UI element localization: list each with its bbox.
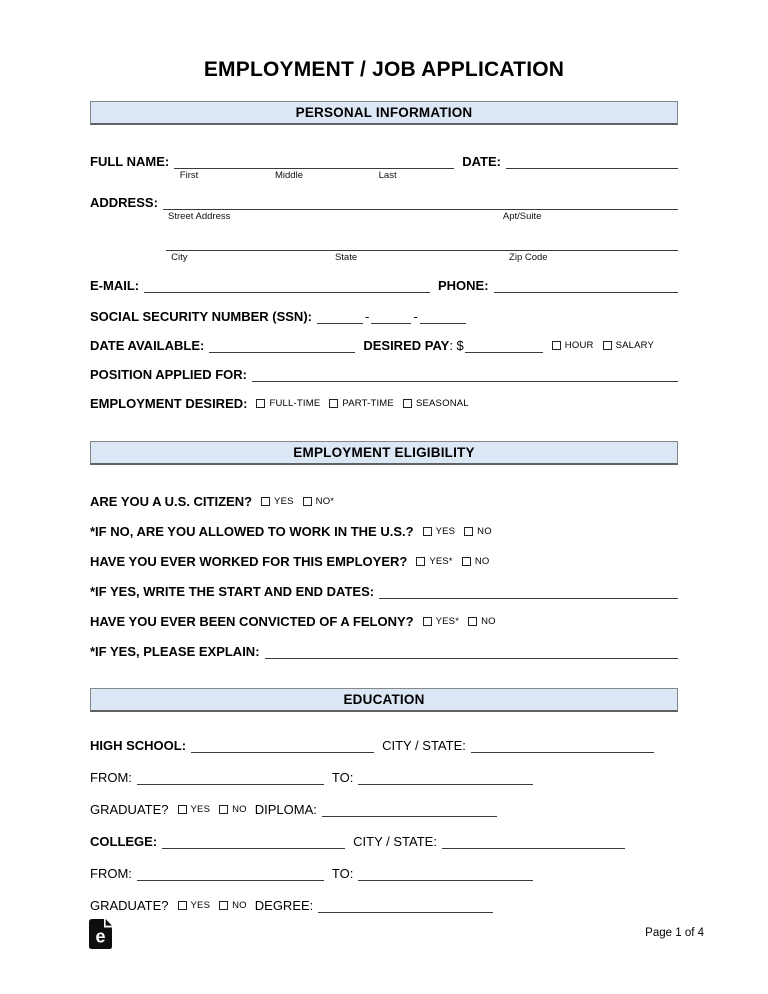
checkbox-citizen-no[interactable] [303, 496, 335, 509]
address-row-2 [90, 234, 678, 263]
checkbox-label-seasonal: SEASONAL [415, 398, 469, 409]
checkbox-label-yes: YES [435, 526, 456, 537]
hs-from-label: FROM: [90, 770, 132, 785]
ssn-label: SOCIAL SECURITY NUMBER (SSN): [90, 309, 312, 324]
hs-city-state-input-line[interactable] [471, 737, 654, 753]
sublabel-apt-suite: Apt/Suite [502, 211, 542, 222]
start-end-dates-input-line[interactable] [379, 583, 678, 599]
college-to-label: TO: [331, 866, 354, 881]
diploma-input-line[interactable] [322, 801, 497, 817]
sublabel-street-address: Street Address [168, 211, 231, 222]
document-title: EMPLOYMENT / JOB APPLICATION [203, 58, 565, 81]
phone-label: PHONE: [438, 278, 489, 293]
felony-explain-label: *IF YES, PLEASE EXPLAIN: [90, 644, 260, 659]
checkbox-allowed-yes[interactable] [423, 526, 456, 539]
ssn-part3-input-line[interactable] [420, 308, 466, 324]
high-school-label: HIGH SCHOOL: [90, 738, 187, 753]
degree-input-line[interactable] [318, 897, 493, 913]
sublabel-city: City [171, 252, 188, 263]
address-street-input-line[interactable] [163, 194, 678, 222]
employment-desired-label: EMPLOYMENT DESIRED: [90, 396, 248, 411]
high-school-input-line[interactable] [191, 737, 374, 753]
college-row [90, 832, 678, 849]
email-label: E-MAIL: [90, 278, 140, 293]
college-to-input-line[interactable] [358, 865, 533, 881]
address-city-state-zip-input-line[interactable] [166, 235, 678, 263]
date-available-pay-row [90, 336, 678, 353]
page-indicator: Page 1 of 4 [645, 927, 704, 939]
checkbox-icon[interactable] [303, 497, 312, 506]
sublabel-first: First [179, 170, 199, 181]
checkbox-label-yes: YES [274, 496, 294, 507]
checkbox-salary[interactable] [603, 340, 655, 353]
diploma-label: DIPLOMA: [254, 802, 317, 817]
eforms-document-logo [88, 918, 113, 950]
felony-explain-row [90, 642, 678, 659]
name-sublabels [174, 170, 454, 182]
college-dates-row [90, 864, 678, 881]
section-header-label: EDUCATION [343, 692, 425, 707]
date-input-line[interactable] [506, 153, 678, 169]
college-input-line[interactable] [162, 833, 345, 849]
checkbox-label-hour: HOUR [564, 340, 594, 351]
college-city-state-label: CITY / STATE: [353, 834, 437, 849]
svg-text:e: e [95, 926, 106, 947]
worked-before-question-label: HAVE YOU EVER WORKED FOR THIS EMPLOYER? [90, 554, 408, 569]
phone-input-line[interactable] [494, 277, 678, 293]
checkbox-felony-no[interactable] [468, 616, 496, 629]
allowed-to-work-question-label: *IF NO, ARE YOU ALLOWED TO WORK IN THE U.S.? [90, 524, 414, 539]
hs-city-state-label: CITY / STATE: [382, 738, 466, 753]
position-applied-input-line[interactable] [252, 366, 678, 382]
felony-question-row [90, 612, 678, 629]
desired-pay-input-line[interactable] [465, 337, 543, 353]
checkbox-label-no: NO [474, 556, 490, 567]
hs-from-input-line[interactable] [137, 769, 324, 785]
address-sublabels-1 [163, 211, 678, 223]
checkbox-hour[interactable] [552, 340, 594, 353]
start-end-dates-row [90, 582, 678, 599]
date-available-input-line[interactable] [209, 337, 355, 353]
date-label: DATE: [462, 154, 501, 169]
checkbox-college-graduate-yes[interactable] [178, 900, 211, 913]
checkbox-label-salary: SALARY [615, 340, 655, 351]
hs-to-input-line[interactable] [358, 769, 533, 785]
checkbox-seasonal[interactable] [403, 398, 469, 411]
checkbox-felony-yes[interactable] [423, 616, 460, 629]
college-from-label: FROM: [90, 866, 132, 881]
start-end-dates-label: *IF YES, WRITE THE START AND END DATES: [90, 584, 375, 599]
hs-graduate-label: GRADUATE? [90, 802, 169, 817]
checkbox-icon[interactable] [219, 805, 228, 814]
email-input-line[interactable] [144, 277, 430, 293]
checkbox-allowed-no[interactable] [464, 526, 492, 539]
felony-explain-input-line[interactable] [265, 643, 678, 659]
section-header-education [90, 688, 678, 712]
checkbox-icon[interactable] [256, 399, 265, 408]
sublabel-last: Last [378, 170, 397, 181]
full-name-input-line[interactable] [174, 153, 454, 181]
checkbox-icon[interactable] [603, 341, 612, 350]
high-school-row [90, 736, 678, 753]
position-applied-label: POSITION APPLIED FOR: [90, 367, 247, 382]
full-name-label: FULL NAME: [90, 154, 170, 169]
checkbox-worked-yes[interactable] [416, 556, 453, 569]
checkbox-label-no: NO [232, 900, 247, 911]
sublabel-state: State [334, 252, 358, 263]
high-school-dates-row [90, 768, 678, 785]
checkbox-icon[interactable] [261, 497, 270, 506]
checkbox-hs-graduate-yes[interactable] [178, 804, 211, 817]
address-label: ADDRESS: [90, 195, 158, 210]
checkbox-icon[interactable] [423, 617, 432, 626]
ssn-row [90, 307, 678, 324]
page-footer [88, 918, 704, 950]
desired-pay-label: DESIRED PAY [363, 338, 450, 353]
felony-question-label: HAVE YOU EVER BEEN CONVICTED OF A FELONY? [90, 614, 414, 629]
college-graduate-row [90, 896, 678, 913]
checkbox-label-yes: YES* [429, 556, 453, 567]
position-row [90, 365, 678, 382]
date-available-label: DATE AVAILABLE: [90, 338, 205, 353]
section-header-label: EMPLOYMENT ELIGIBILITY [293, 445, 475, 460]
employment-desired-row [90, 394, 678, 411]
worked-before-question-row [90, 552, 678, 569]
citizen-question-row [90, 492, 678, 509]
checkbox-worked-no[interactable] [462, 556, 490, 569]
checkbox-icon[interactable] [178, 901, 187, 910]
checkbox-label-yes: YES* [435, 616, 460, 627]
ssn-part2-input-line[interactable] [371, 308, 411, 324]
section-header-label: PERSONAL INFORMATION [295, 105, 473, 120]
checkbox-icon[interactable] [423, 527, 432, 536]
section-header-personal-information [90, 101, 678, 125]
section-header-employment-eligibility [90, 441, 678, 465]
checkbox-label-full-time: FULL-TIME [269, 398, 321, 409]
checkbox-label-no: NO [481, 616, 496, 627]
checkbox-full-time[interactable] [256, 398, 320, 411]
college-graduate-label: GRADUATE? [90, 898, 169, 913]
checkbox-icon[interactable] [178, 805, 187, 814]
degree-label: DEGREE: [254, 898, 314, 913]
sublabel-middle: Middle [275, 170, 303, 181]
checkbox-label-no: NO [477, 526, 492, 537]
citizen-question-label: ARE YOU A U.S. CITIZEN? [90, 494, 253, 509]
checkbox-label-no: NO [232, 804, 247, 815]
college-city-state-input-line[interactable] [442, 833, 625, 849]
allowed-to-work-question-row [90, 522, 678, 539]
checkbox-icon[interactable] [464, 527, 473, 536]
checkbox-college-graduate-no[interactable] [219, 900, 247, 913]
ssn-separator-1: - [364, 309, 370, 324]
hs-to-label: TO: [331, 770, 354, 785]
checkbox-icon[interactable] [403, 399, 412, 408]
checkbox-icon[interactable] [462, 557, 471, 566]
checkbox-part-time[interactable] [329, 398, 394, 411]
college-from-input-line[interactable] [137, 865, 324, 881]
checkbox-label-part-time: PART-TIME [342, 398, 394, 409]
checkbox-icon[interactable] [329, 399, 338, 408]
college-label: COLLEGE: [90, 834, 158, 849]
checkbox-icon[interactable] [468, 617, 477, 626]
email-phone-row [90, 276, 678, 293]
high-school-graduate-row [90, 800, 678, 817]
address-row-1 [90, 193, 678, 222]
ssn-separator-2: - [413, 309, 418, 324]
checkbox-label-yes: YES [190, 900, 211, 911]
full-name-row [90, 152, 678, 181]
desired-pay-suffix: : $ [449, 338, 464, 353]
checkbox-icon[interactable] [552, 341, 561, 350]
checkbox-icon[interactable] [219, 901, 228, 910]
checkbox-citizen-yes[interactable] [261, 496, 294, 509]
ssn-part1-input-line[interactable] [317, 308, 363, 324]
checkbox-hs-graduate-no[interactable] [219, 804, 247, 817]
checkbox-label-no: NO* [315, 496, 335, 507]
sublabel-zip-code: Zip Code [509, 252, 548, 263]
address-sublabels-2 [166, 252, 678, 264]
checkbox-label-yes: YES [190, 804, 211, 815]
checkbox-icon[interactable] [416, 557, 425, 566]
